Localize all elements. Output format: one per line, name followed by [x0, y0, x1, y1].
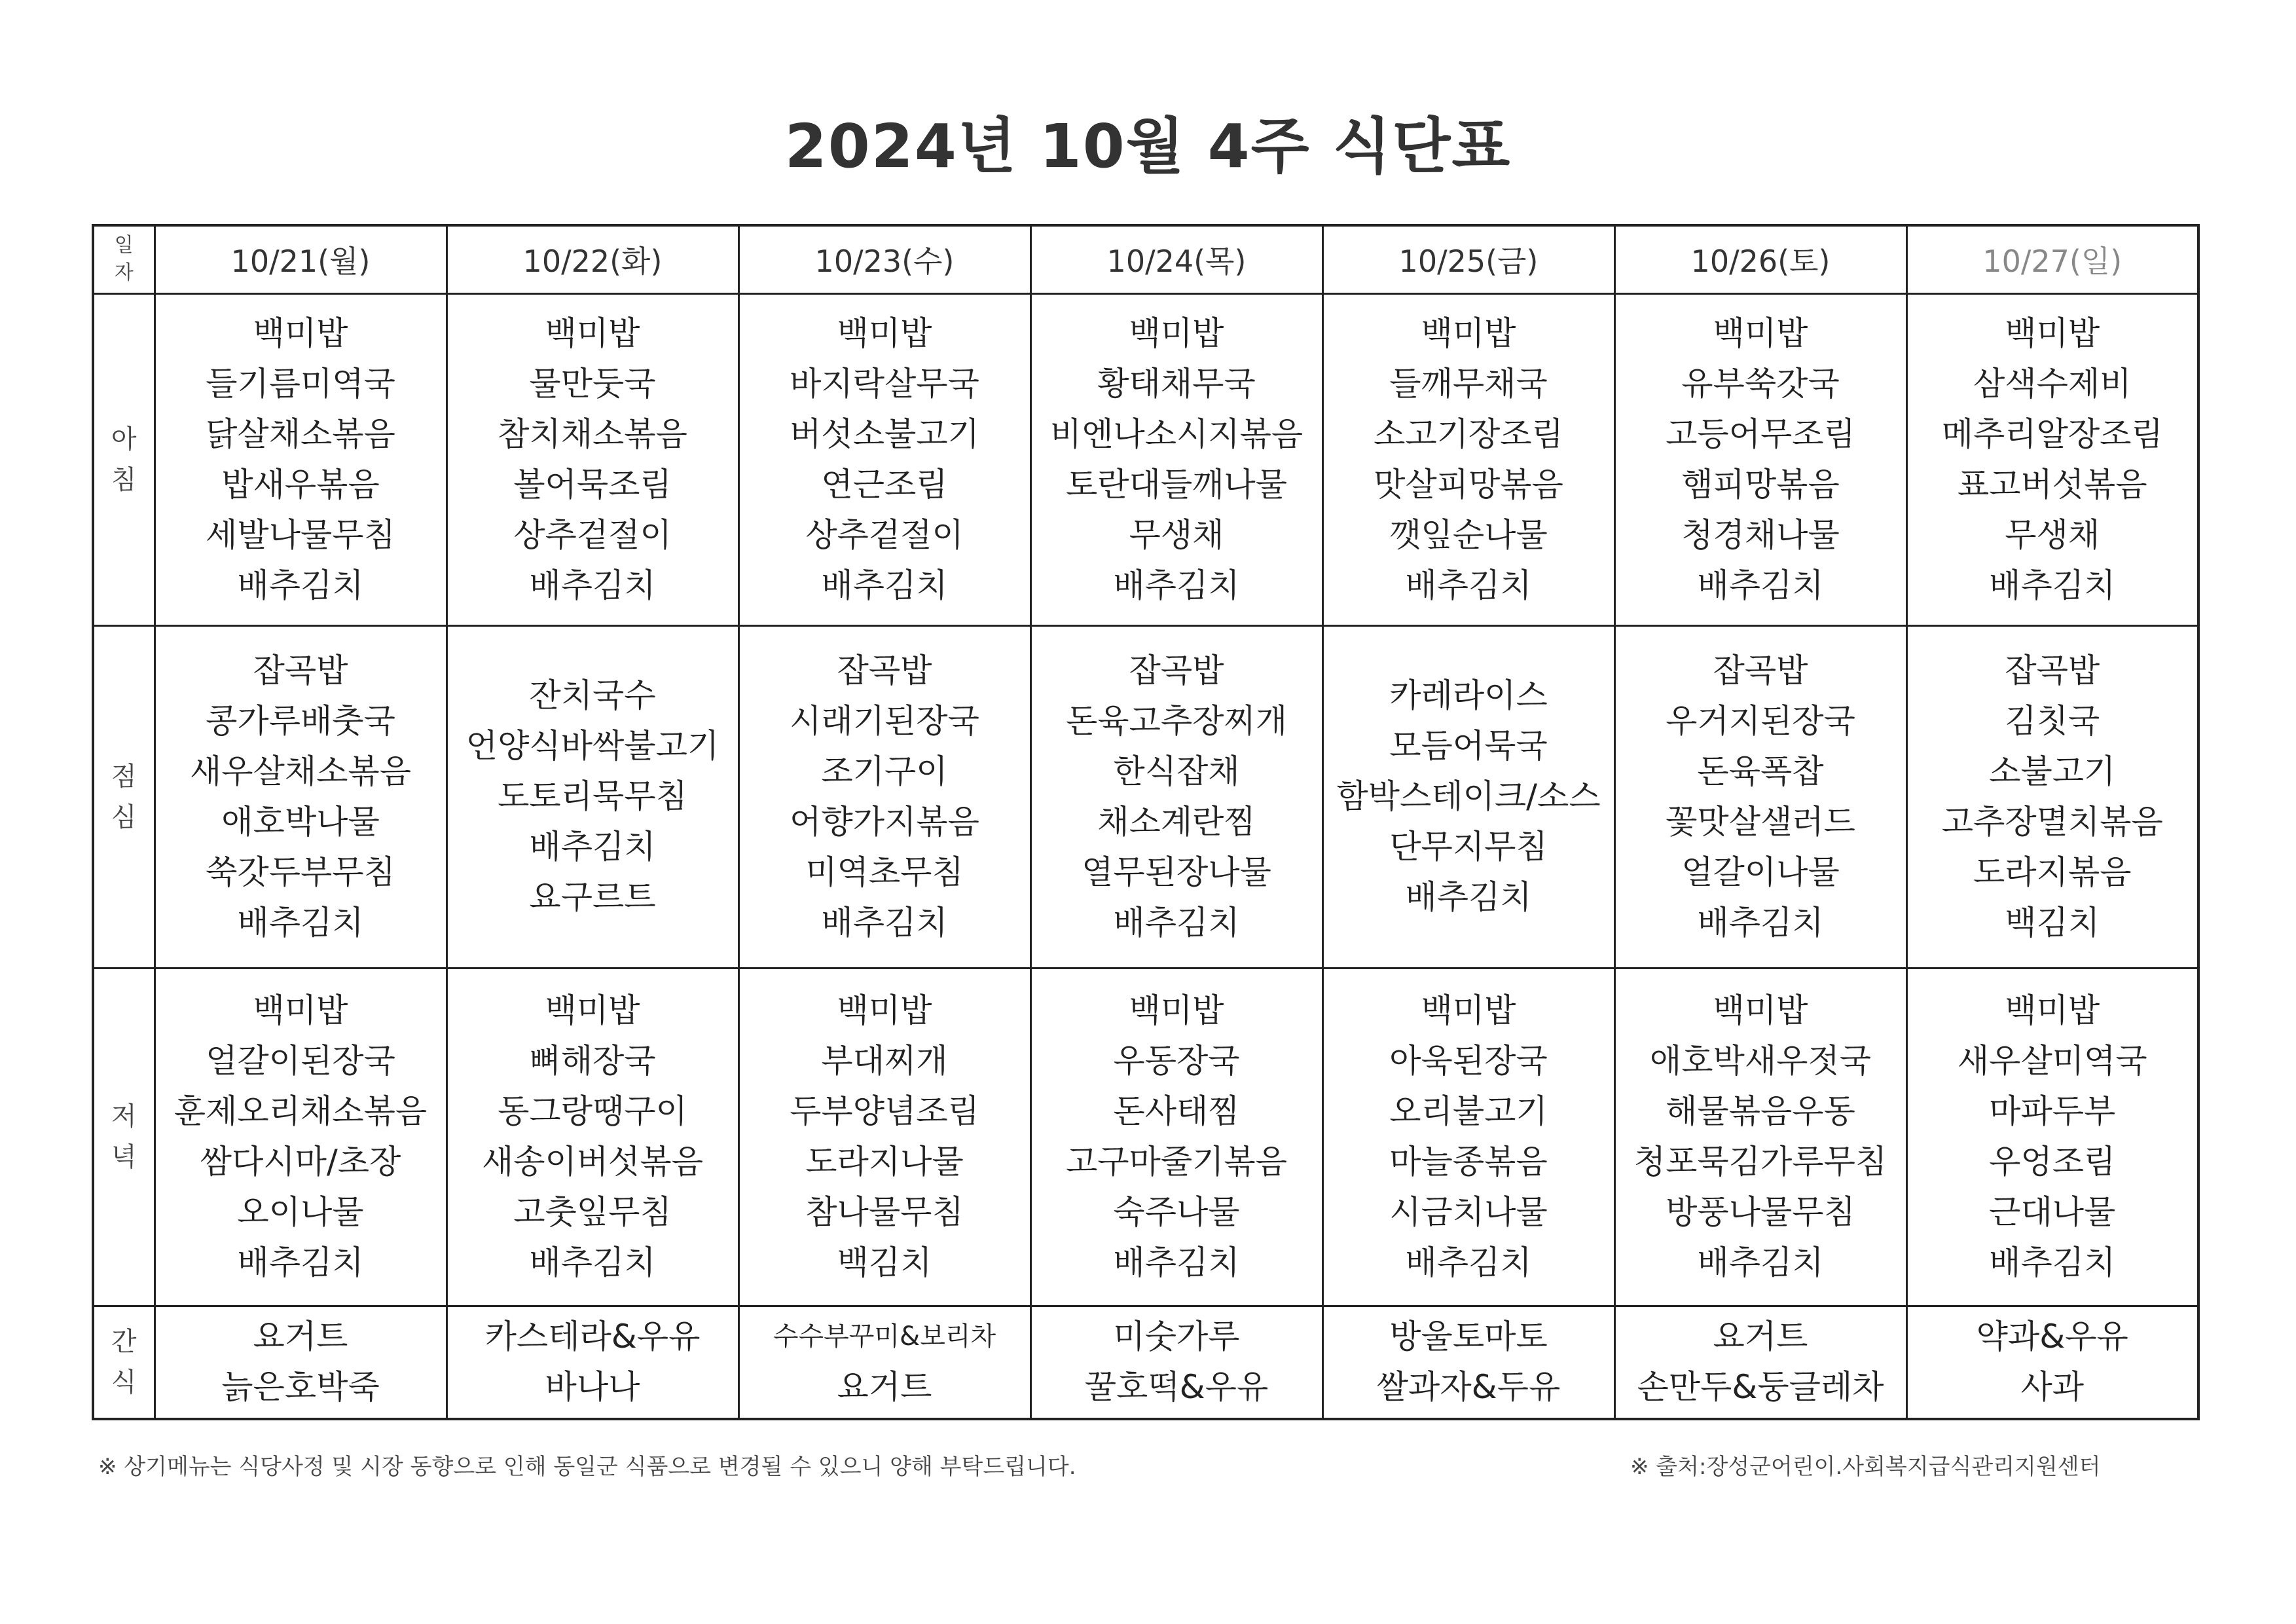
menu-item: 함박스테이크/소스: [1336, 777, 1601, 815]
menu-cell: [446, 968, 738, 1306]
menu-item: 백미밥: [1421, 991, 1516, 1029]
menu-item: 소고기장조림: [1374, 415, 1563, 453]
dinner-row: [93, 968, 2198, 1306]
menu-item: 백미밥: [545, 991, 640, 1029]
menu-item: 채소계란찜: [1097, 802, 1256, 841]
menu-cell: [1322, 968, 1614, 1306]
menu-item: 새우살채소볶음: [189, 752, 412, 790]
day-header-sun: 10/27(일): [1906, 225, 2198, 293]
menu-item: 배추김치: [1989, 566, 2116, 604]
menu-cell: [1322, 625, 1614, 968]
menu-item: 콩가루배춧국: [206, 701, 395, 740]
menu-cell: [1030, 1306, 1322, 1419]
menu-item: 오리불고기: [1389, 1092, 1548, 1130]
menu-item: 우엉조림: [1989, 1143, 2116, 1181]
menu-item: 해물볶음우동: [1666, 1092, 1855, 1130]
menu-item: 배추김치: [237, 566, 364, 604]
menu-item: 아욱된장국: [1389, 1042, 1548, 1080]
lunch-row: [93, 625, 2198, 968]
menu-item: 꽃맛살샐러드: [1666, 802, 1855, 841]
meal-label-char: 간: [111, 1327, 137, 1357]
menu-item: 바지락살무국: [790, 364, 979, 403]
menu-item: 쌀과자&두유: [1376, 1368, 1561, 1407]
menu-item: 뼈해장국: [529, 1042, 656, 1080]
day-header-fri: 10/25(금): [1322, 225, 1614, 293]
menu-cell: [1322, 1306, 1614, 1419]
footnote-source: ※ 출처:장성군어린이.사회복지급식관리지원센터: [1630, 1454, 2101, 1480]
menu-cell: [1030, 625, 1322, 968]
menu-item: 들기름미역국: [206, 364, 395, 403]
day-header-sat: 10/26(토): [1614, 225, 1906, 293]
meal-label-char: 점: [111, 761, 137, 792]
menu-item: 상추겉절이: [513, 515, 672, 554]
menu-item: 얼갈이된장국: [206, 1042, 395, 1080]
menu-item: 꿀호떡&우유: [1084, 1368, 1269, 1407]
menu-item: 수수부꾸미&보리차: [773, 1321, 996, 1352]
menu-item: 유부쑥갓국: [1681, 364, 1840, 403]
menu-item: 조기구이: [821, 752, 948, 790]
snack-row: [93, 1306, 2198, 1419]
menu-item: 도라지나물: [805, 1143, 964, 1181]
menu-item: 요구르트: [529, 878, 656, 916]
menu-item: 카레라이스: [1389, 676, 1548, 714]
menu-item: 우동장국: [1113, 1042, 1240, 1080]
menu-item: 햄피망볶음: [1681, 465, 1840, 504]
menu-cell: [1614, 293, 1906, 625]
menu-item: 늙은호박죽: [221, 1368, 380, 1407]
date-column-label: [93, 225, 155, 293]
menu-item: 백미밥: [253, 991, 348, 1029]
menu-item: 백미밥: [1421, 314, 1516, 352]
menu-item: 무생채: [1129, 515, 1224, 554]
menu-item: 배추김치: [1989, 1244, 2116, 1282]
menu-item: 배추김치: [1697, 566, 1824, 604]
menu-item: 배추김치: [1697, 903, 1824, 942]
menu-item: 쌈다시마/초장: [200, 1143, 401, 1181]
menu-item: 백미밥: [2005, 314, 2100, 352]
menu-cell: [1614, 1306, 1906, 1419]
menu-item: 삼색수제비: [1973, 364, 2132, 403]
menu-item: 사과: [2020, 1368, 2085, 1407]
menu-item: 오이나물: [237, 1193, 364, 1231]
menu-item: 배추김치: [821, 566, 948, 604]
menu-cell: [155, 293, 446, 625]
menu-cell: [155, 968, 446, 1306]
menu-item: 고등어무조림: [1666, 415, 1855, 453]
menu-item: 배추김치: [529, 1244, 656, 1282]
menu-item: 잡곡밥: [253, 651, 348, 690]
page-title: 2024년 10월 4주 식단표: [784, 111, 1512, 181]
menu-item: 도라지볶음: [1973, 853, 2132, 891]
menu-cell: [155, 1306, 446, 1419]
menu-item: 어향가지볶음: [790, 802, 979, 841]
menu-item: 카스테라&우유: [484, 1318, 701, 1356]
meal-label-char: 저: [111, 1101, 137, 1132]
menu-item: 백미밥: [253, 314, 348, 352]
menu-item: 황태채무국: [1097, 364, 1256, 403]
menu-item: 쑥갓두부무침: [206, 853, 395, 891]
menu-item: 잡곡밥: [837, 651, 932, 690]
menu-item: 무생채: [2005, 515, 2100, 554]
menu-item: 고추장멸치볶음: [1941, 802, 2163, 841]
menu-item: 요거트: [837, 1368, 932, 1407]
menu-cell: [1030, 968, 1322, 1306]
menu-item: 비엔나소시지볶음: [1049, 415, 1303, 453]
menu-item: 돈사태찜: [1113, 1092, 1240, 1130]
menu-cell: [738, 1306, 1030, 1419]
menu-item: 동그랑땡구이: [498, 1092, 687, 1130]
day-header-tue: 10/22(화): [446, 225, 738, 293]
menu-item: 배추김치: [237, 1244, 364, 1282]
menu-item: 얼갈이나물: [1681, 853, 1840, 891]
menu-item: 애호박새우젓국: [1649, 1042, 1872, 1080]
meal-label: [93, 1306, 155, 1419]
menu-item: 잡곡밥: [1713, 651, 1808, 690]
header-row: [93, 225, 2198, 293]
menu-item: 방울토마토: [1389, 1318, 1548, 1356]
meal-label: [93, 625, 155, 968]
meal-plan-table: [92, 224, 2200, 1420]
meal-plan-body: [93, 225, 2198, 1419]
menu-item: 백미밥: [2005, 991, 2100, 1029]
menu-item: 배추김치: [1113, 566, 1240, 604]
menu-item: 배추김치: [529, 828, 656, 866]
menu-cell: [1614, 625, 1906, 968]
menu-item: 표고버섯볶음: [1957, 465, 2147, 504]
meal-label-char: 침: [111, 464, 137, 495]
menu-item: 부대찌개: [821, 1042, 948, 1080]
menu-item: 바나나: [545, 1368, 640, 1407]
menu-cell: [738, 968, 1030, 1306]
menu-item: 두부양념조림: [790, 1092, 979, 1130]
menu-item: 연근조림: [821, 465, 948, 504]
menu-item: 우거지된장국: [1666, 701, 1855, 740]
menu-cell: [1906, 968, 2198, 1306]
menu-item: 잡곡밥: [1129, 651, 1224, 690]
menu-item: 닭살채소볶음: [206, 415, 395, 453]
menu-item: 숙주나물: [1113, 1193, 1240, 1231]
menu-item: 배추김치: [1405, 566, 1532, 604]
menu-cell: [1906, 1306, 2198, 1419]
menu-cell: [1906, 625, 2198, 968]
menu-item: 백미밥: [545, 314, 640, 352]
menu-item: 마늘종볶음: [1389, 1143, 1548, 1181]
menu-item: 고구마줄기볶음: [1065, 1143, 1288, 1181]
menu-item: 배추김치: [1697, 1244, 1824, 1282]
date-label-char: 일: [114, 234, 134, 257]
menu-item: 볼어묵조림: [513, 465, 672, 504]
menu-item: 배추김치: [237, 903, 364, 942]
menu-item: 청경채나물: [1681, 515, 1840, 554]
menu-item: 토란대들깨나물: [1065, 465, 1288, 504]
menu-item: 백미밥: [1713, 314, 1808, 352]
menu-item: 돈육폭찹: [1697, 752, 1824, 790]
menu-item: 백미밥: [1129, 991, 1224, 1029]
menu-item: 청포묵김가루무침: [1633, 1143, 1887, 1181]
menu-item: 고춧잎무침: [513, 1193, 672, 1231]
menu-item: 배추김치: [1113, 1244, 1240, 1282]
meal-label-char: 심: [111, 802, 137, 832]
menu-item: 새우살미역국: [1957, 1042, 2147, 1080]
day-header-thu: 10/24(목): [1030, 225, 1322, 293]
menu-item: 도토리묵무침: [498, 777, 687, 815]
menu-item: 시래기된장국: [790, 701, 979, 740]
menu-cell: [1322, 293, 1614, 625]
menu-item: 배추김치: [1405, 878, 1532, 916]
menu-item: 소불고기: [1989, 752, 2116, 790]
menu-cell: [446, 625, 738, 968]
menu-item: 근대나물: [1989, 1193, 2116, 1231]
menu-item: 돈육고추장찌개: [1065, 701, 1288, 740]
menu-item: 미숫가루: [1113, 1318, 1240, 1356]
menu-item: 김칫국: [2005, 701, 2100, 740]
menu-item: 메추리알장조림: [1941, 415, 2163, 453]
menu-item: 세발나물무침: [206, 515, 395, 554]
day-header-wed: 10/23(수): [738, 225, 1030, 293]
menu-cell: [446, 293, 738, 625]
menu-item: 마파두부: [1989, 1092, 2116, 1130]
menu-item: 훈제오리채소볶음: [173, 1092, 428, 1130]
menu-item: 요거트: [1713, 1318, 1808, 1356]
menu-item: 깻잎순나물: [1389, 515, 1548, 554]
meal-label-char: 식: [111, 1367, 137, 1398]
menu-item: 배추김치: [821, 903, 948, 942]
menu-item: 잔치국수: [529, 676, 656, 714]
footnote-menu-change: ※ 상기메뉴는 식당사정 및 시장 동향으로 인해 동일군 식품으로 변경될 수 있으니 양해 부탁드립니다.: [98, 1454, 1076, 1480]
menu-cell: [1906, 293, 2198, 625]
menu-item: 백미밥: [1129, 314, 1224, 352]
menu-item: 잡곡밥: [2005, 651, 2100, 690]
menu-item: 손만두&둥글레차: [1637, 1368, 1884, 1407]
menu-cell: [155, 625, 446, 968]
menu-item: 참치채소볶음: [498, 415, 687, 453]
menu-cell: [738, 625, 1030, 968]
menu-item: 단무지무침: [1389, 828, 1548, 866]
menu-item: 모듬어묵국: [1389, 727, 1548, 765]
date-label-char: 자: [114, 261, 134, 285]
menu-item: 물만둣국: [529, 364, 656, 403]
menu-item: 언양식바싹불고기: [465, 727, 720, 765]
menu-item: 미역초무침: [805, 853, 964, 891]
menu-item: 상추겉절이: [805, 515, 964, 554]
menu-item: 참나물무침: [805, 1193, 964, 1231]
menu-item: 들깨무채국: [1389, 364, 1548, 403]
meal-label: [93, 293, 155, 625]
menu-cell: [738, 293, 1030, 625]
menu-item: 방풍나물무침: [1666, 1193, 1855, 1231]
menu-item: 백김치: [837, 1244, 932, 1282]
day-header-mon: 10/21(월): [155, 225, 446, 293]
menu-item: 백미밥: [1713, 991, 1808, 1029]
meal-label: [93, 968, 155, 1306]
meal-label-char: 녁: [111, 1142, 137, 1172]
menu-item: 새송이버섯볶음: [481, 1143, 704, 1181]
menu-cell: [1030, 293, 1322, 625]
menu-item: 한식잡채: [1113, 752, 1240, 790]
meal-label-char: 아: [111, 424, 137, 454]
menu-item: 열무된장나물: [1082, 853, 1271, 891]
menu-item: 요거트: [253, 1318, 348, 1356]
menu-item: 배추김치: [1405, 1244, 1532, 1282]
menu-item: 백미밥: [837, 314, 932, 352]
menu-item: 백미밥: [837, 991, 932, 1029]
menu-cell: [1614, 968, 1906, 1306]
menu-item: 밥새우볶음: [221, 465, 380, 504]
menu-item: 시금치나물: [1389, 1193, 1548, 1231]
menu-item: 배추김치: [1113, 903, 1240, 942]
menu-cell: [446, 1306, 738, 1419]
menu-item: 배추김치: [529, 566, 656, 604]
breakfast-row: [93, 293, 2198, 625]
menu-item: 맛살피망볶음: [1374, 465, 1563, 504]
menu-item: 버섯소불고기: [790, 415, 979, 453]
menu-item: 약과&우유: [1976, 1318, 2128, 1356]
menu-item: 백김치: [2005, 903, 2100, 942]
menu-item: 애호박나물: [221, 802, 380, 841]
